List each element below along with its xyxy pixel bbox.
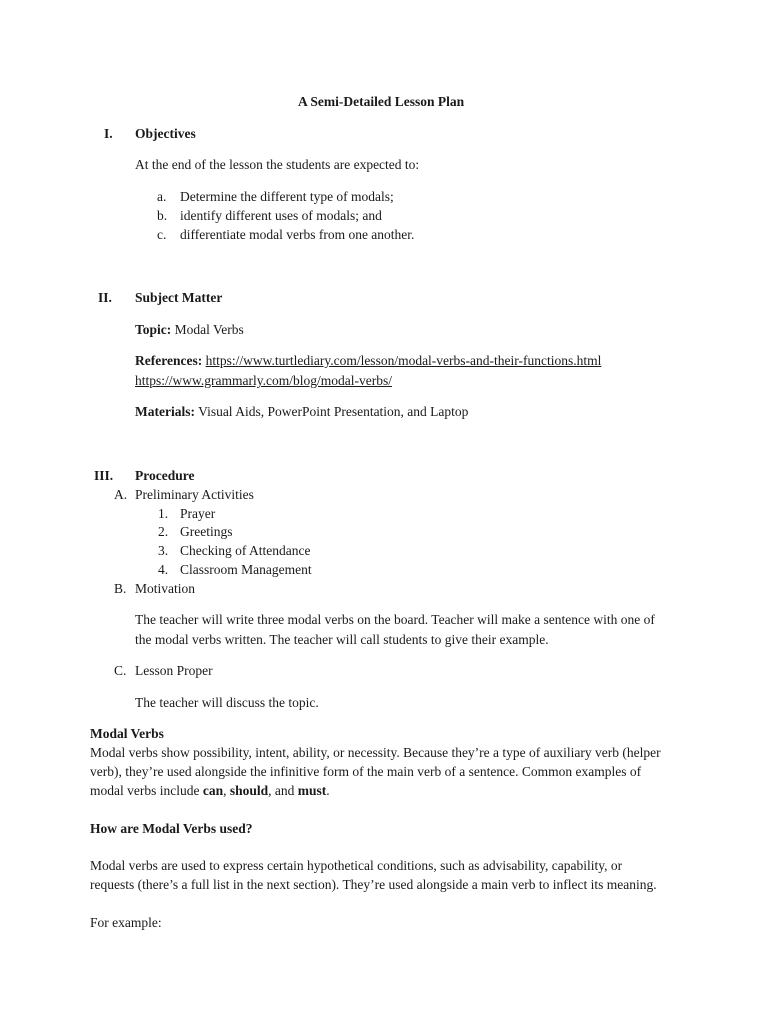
- objective-marker-a: a.: [157, 189, 167, 204]
- usage-line-2: requests (there’s a full list in the next section). They’re used alongside a main verb to inflect its meaning.: [90, 877, 657, 892]
- materials-value: Visual Aids, PowerPoint Presentation, and Laptop: [198, 404, 469, 419]
- usage-heading: How are Modal Verbs used?: [90, 821, 253, 836]
- objectives-intro: At the end of the lesson the students are expected to:: [135, 157, 420, 172]
- procedure-marker-c: C.: [114, 663, 127, 678]
- section-numeral-1: I.: [104, 126, 113, 141]
- for-example-text: For example:: [90, 915, 162, 930]
- sentence-end: .: [326, 783, 330, 798]
- objective-marker-c: c.: [157, 227, 167, 242]
- activity-text-2: Greetings: [180, 524, 233, 539]
- references-label: References:: [135, 353, 203, 368]
- example-can: can: [202, 783, 224, 798]
- activity-text-3: Checking of Attendance: [180, 543, 311, 558]
- section-numeral-2: II.: [98, 290, 112, 305]
- section-heading-subject-matter: Subject Matter: [135, 290, 223, 305]
- section-heading-objectives: Objectives: [135, 126, 196, 141]
- section-numeral-3: III.: [94, 468, 114, 483]
- procedure-label-motivation: Motivation: [135, 581, 195, 596]
- reference-link-1[interactable]: https://www.turtlediary.com/lesson/modal-verbs-and-their-functions.html: [205, 353, 602, 368]
- modal-verbs-heading: Modal Verbs: [90, 726, 164, 741]
- motivation-line-2: the modal verbs written. The teacher will call students to give their example.: [135, 632, 549, 647]
- modal-verbs-line-1: Modal verbs show possibility, intent, ability, or necessity. Because they’re a type of auxiliary verb (helper: [90, 745, 661, 760]
- section-heading-procedure: Procedure: [135, 468, 195, 483]
- materials-line: [135, 404, 468, 420]
- example-must: must: [297, 783, 327, 798]
- activity-text-1: Prayer: [180, 506, 216, 521]
- activity-marker-3: 3.: [158, 543, 169, 558]
- references-line: [135, 353, 601, 369]
- procedure-marker-a: A.: [114, 487, 128, 502]
- objective-text-b: identify different uses of modals; and: [180, 208, 382, 223]
- topic-label: Topic:: [135, 322, 172, 337]
- example-should: should: [229, 783, 269, 798]
- usage-line-1: Modal verbs are used to express certain hypothetical conditions, such as advisability, capability, or: [90, 858, 623, 873]
- lesson-proper-text: The teacher will discuss the topic.: [135, 695, 319, 710]
- procedure-label-lesson-proper: Lesson Proper: [135, 663, 213, 678]
- separator-1: ,: [223, 783, 230, 798]
- separator-2: , and: [268, 783, 298, 798]
- objective-text-c: differentiate modal verbs from one another.: [180, 227, 415, 242]
- activity-text-4: Classroom Management: [180, 562, 312, 577]
- modal-verbs-line-3: [90, 783, 330, 799]
- procedure-label-preliminary: Preliminary Activities: [135, 487, 254, 502]
- topic-line: [135, 322, 244, 338]
- activity-marker-1: 1.: [158, 506, 169, 521]
- materials-label: Materials:: [135, 404, 195, 419]
- modal-verbs-line-3-text: modal verbs include: [90, 783, 203, 798]
- objective-text-a: Determine the different type of modals;: [180, 189, 394, 204]
- objective-marker-b: b.: [157, 208, 168, 223]
- motivation-line-1: The teacher will write three modal verbs on the board. Teacher will make a sentence with one of: [135, 612, 655, 627]
- activity-marker-4: 4.: [158, 562, 169, 577]
- topic-value: Modal Verbs: [174, 322, 244, 337]
- procedure-marker-b: B.: [114, 581, 127, 596]
- activity-marker-2: 2.: [158, 524, 169, 539]
- modal-verbs-line-2: verb), they’re used alongside the infinitive form of the main verb of a sentence. Common examples of: [90, 764, 642, 779]
- reference-link-2[interactable]: https://www.grammarly.com/blog/modal-verbs/: [135, 373, 392, 388]
- document-title: A Semi-Detailed Lesson Plan: [298, 94, 465, 109]
